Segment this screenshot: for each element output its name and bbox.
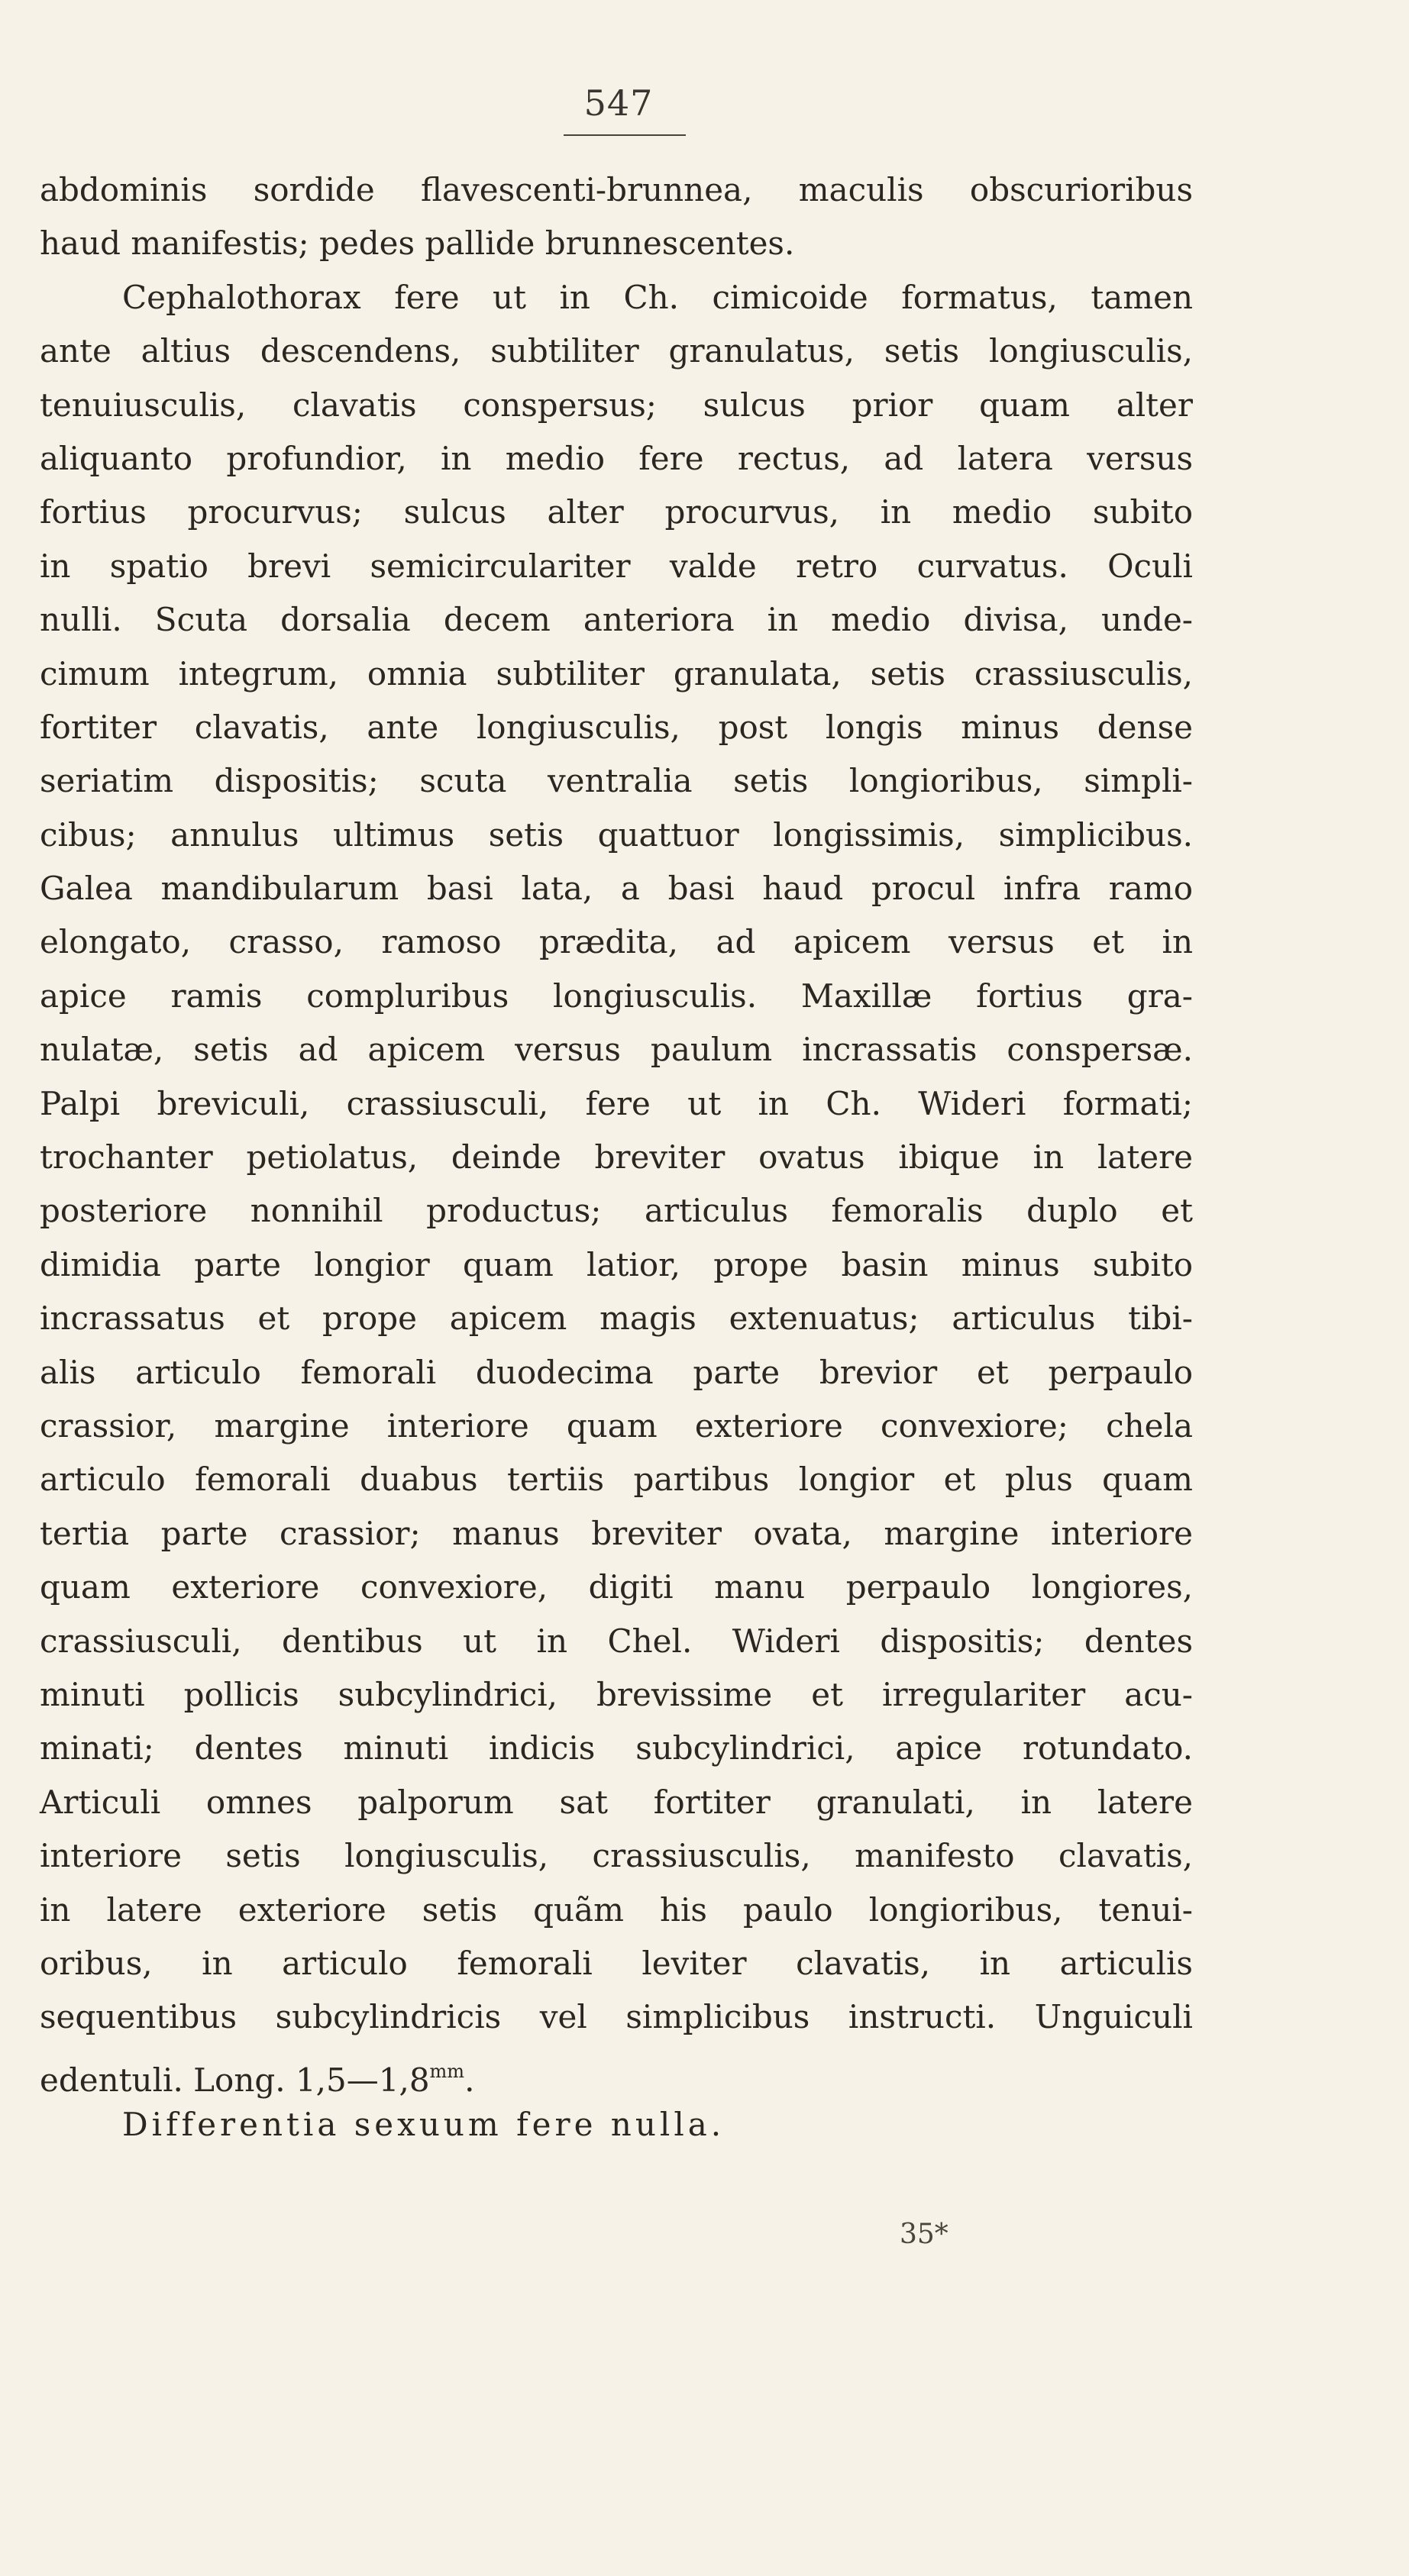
text-line-33: in latere exteriore setis quãm his paulo longioribus, tenui- (40, 1890, 1193, 1929)
text-line-22: incrassatus et prope apicem magis extenuatus; articulus tibi- (40, 1299, 1193, 1338)
length-text: edentuli. Long. 1,5—1,8 (40, 2061, 430, 2099)
page-number: 547 (583, 82, 654, 124)
text-line-27: quam exteriore convexiore, digiti manu perpaulo longiores, (40, 1568, 1193, 1606)
text-line-20: posteriore nonnihil productus; articulus femoralis duplo et (40, 1192, 1193, 1230)
length-unit: mm (429, 2060, 465, 2082)
text-line-15: elongato, crasso, ramoso prædita, ad apicem versus et in (40, 923, 1193, 961)
text-line-25: articulo femorali duabus tertiis partibus longior et plus quam (40, 1461, 1193, 1499)
text-line-21: dimidia parte longior quam latior, prope basin minus subito (40, 1245, 1193, 1283)
text-line-31: Articuli omnes palporum sat fortiter granulati, in latere (40, 1783, 1193, 1821)
text-line-4: ante altius descendens, subtiliter granulatus, setis longiusculis, (40, 332, 1193, 370)
text-line-18: Palpi breviculi, crassiusculi, fere ut in Ch. Wideri formati; (40, 1084, 1193, 1122)
length-period: . (464, 2061, 475, 2099)
text-line-14: Galea mandibularum basi lata, a basi haud procul infra ramo (40, 870, 1193, 908)
text-line-9: nulli. Scuta dorsalia decem anteriora in medio divisa, unde- (40, 601, 1193, 639)
text-line-17: nulatæ, setis ad apicem versus paulum incrassatis conspersæ. (40, 1031, 1193, 1069)
text-line-12: seriatim dispositis; scuta ventralia setis longioribus, simpli- (40, 762, 1193, 800)
text-line-30: minati; dentes minuti indicis subcylindrici, apice rotundato. (40, 1729, 1193, 1767)
text-line-35: sequentibus subcylindricis vel simplicibus instructi. Unguiculi (40, 1998, 1193, 2036)
text-line-16: apice ramis compluribus longiusculis. Maxillæ fortius gra- (40, 976, 1193, 1015)
text-line-5: tenuiusculis, clavatis conspersus; sulcus prior quam alter (40, 386, 1193, 424)
text-line-19: trochanter petiolatus, deinde breviter ovatus ibique in latere (40, 1138, 1193, 1177)
text-line-10: cimum integrum, omnia subtiliter granulata, setis crassiusculis, (40, 654, 1193, 692)
text-line-8: in spatio brevi semicirculariter valde retro curvatus. Oculi (40, 547, 1193, 585)
text-line-13: cibus; annulus ultimus setis quattuor longissimis, simplicibus. (40, 815, 1193, 854)
text-line-32: interiore setis longiusculis, crassiusculis, manifesto clavatis, (40, 1837, 1193, 1875)
body-text (40, 163, 1193, 2152)
text-line-24: crassior, margine interiore quam exteriore convexiore; chela (40, 1406, 1193, 1445)
text-line-11: fortiter clavatis, ante longiusculis, post longis minus dense (40, 708, 1193, 746)
text-line-23: alis articulo femorali duodecima parte brevior et perpaulo (40, 1353, 1193, 1391)
text-line-29: minuti pollicis subcylindrici, brevissime et irregulariter acu- (40, 1675, 1193, 1713)
text-line-36 (40, 2045, 1193, 2098)
text-line-6: aliquanto profundior, in medio fere rectus, ad latera versus (40, 439, 1193, 477)
header-rule (564, 134, 686, 136)
signature-mark: 35* (900, 2219, 948, 2250)
text-line-2: haud manifestis; pedes pallide brunnescentes. (40, 224, 795, 263)
text-line-7: fortius procurvus; sulcus alter procurvus, in medio subito (40, 493, 1193, 531)
text-line-1: abdominis sordide flavescenti-brunnea, maculis obscurioribus (40, 171, 1193, 208)
text-line-37: Differentia sexuum fere nulla. (122, 2106, 726, 2144)
text-line-28: crassiusculi, dentibus ut in Chel. Wideri dispositis; dentes (40, 1622, 1193, 1660)
text-line-26: tertia parte crassior; manus breviter ovata, margine interiore (40, 1514, 1193, 1552)
text-line-34: oribus, in articulo femorali leviter clavatis, in articulis (40, 1944, 1193, 1982)
text-line-3: Cephalothorax fere ut in Ch. cimicoide formatus, tamen (122, 278, 1193, 316)
